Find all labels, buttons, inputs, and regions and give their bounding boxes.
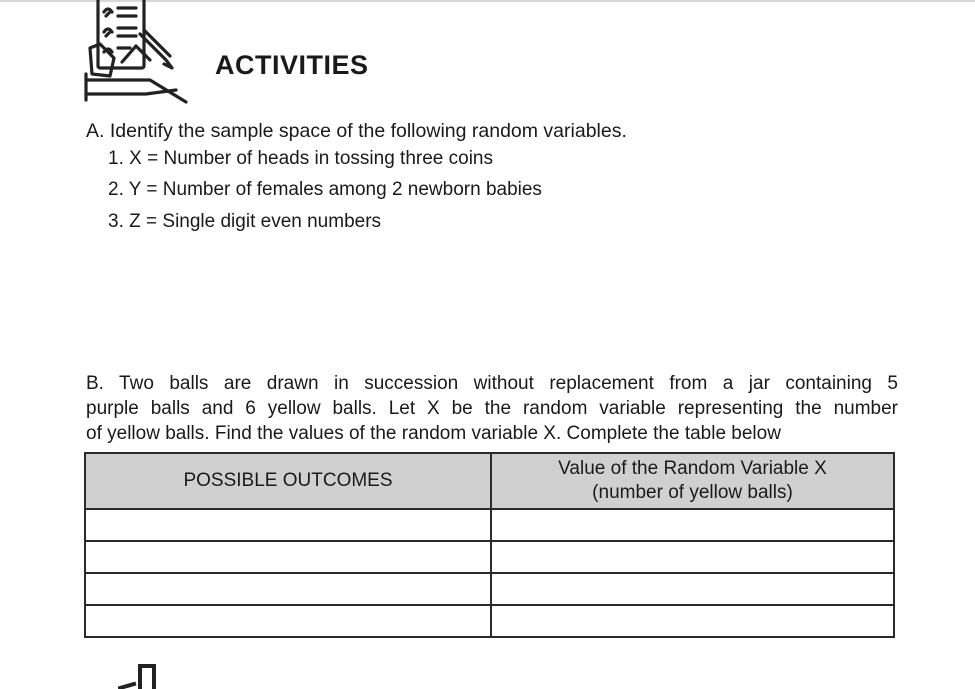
table-row bbox=[85, 605, 894, 637]
item-text: X = Number of heads in tossing three coins bbox=[129, 148, 493, 169]
value-cell[interactable] bbox=[491, 509, 894, 541]
value-cell[interactable] bbox=[491, 541, 894, 573]
bottom-partial-icon bbox=[118, 660, 178, 689]
outcome-cell[interactable] bbox=[85, 605, 491, 637]
item-text: Z = Single digit even numbers bbox=[129, 211, 382, 232]
table-header-row bbox=[85, 453, 894, 509]
item-number: 3. bbox=[108, 211, 124, 232]
item-number: 1. bbox=[108, 148, 124, 169]
item-number: 2. bbox=[108, 179, 124, 200]
section-a-item-2 bbox=[108, 179, 542, 201]
possible-outcomes-header: POSSIBLE OUTCOMES bbox=[85, 453, 491, 509]
random-variable-header bbox=[491, 453, 894, 509]
section-b-paragraph bbox=[86, 371, 898, 446]
table-row bbox=[85, 573, 894, 605]
section-a-item-1 bbox=[108, 148, 493, 170]
table-row bbox=[85, 541, 894, 573]
section-a-item-3 bbox=[108, 211, 381, 233]
section-b-line-1: B. Two balls are drawn in succession without replacement from a jar containing 5 bbox=[86, 373, 898, 394]
outcome-cell[interactable] bbox=[85, 573, 491, 605]
activities-checklist-icon bbox=[82, 0, 192, 105]
value-cell[interactable] bbox=[491, 573, 894, 605]
page-heading: ACTIVITIES bbox=[215, 50, 369, 80]
table-row bbox=[85, 509, 894, 541]
item-text: Y = Number of females among 2 newborn babies bbox=[128, 179, 542, 200]
random-variable-header-line-1: Value of the Random Variable X bbox=[558, 458, 827, 479]
section-b-line-3: of yellow balls. Find the values of the random variable X. Complete the table below bbox=[86, 423, 781, 444]
outcome-cell[interactable] bbox=[85, 541, 491, 573]
section-b-line-2: purple balls and 6 yellow balls. Let X be the random variable representing the number bbox=[86, 398, 898, 419]
outcomes-table bbox=[84, 452, 895, 638]
value-cell[interactable] bbox=[491, 605, 894, 637]
outcome-cell[interactable] bbox=[85, 509, 491, 541]
random-variable-header-line-2: (number of yellow balls) bbox=[592, 482, 793, 503]
section-a-title: A. Identify the sample space of the following random variables. bbox=[86, 120, 627, 142]
